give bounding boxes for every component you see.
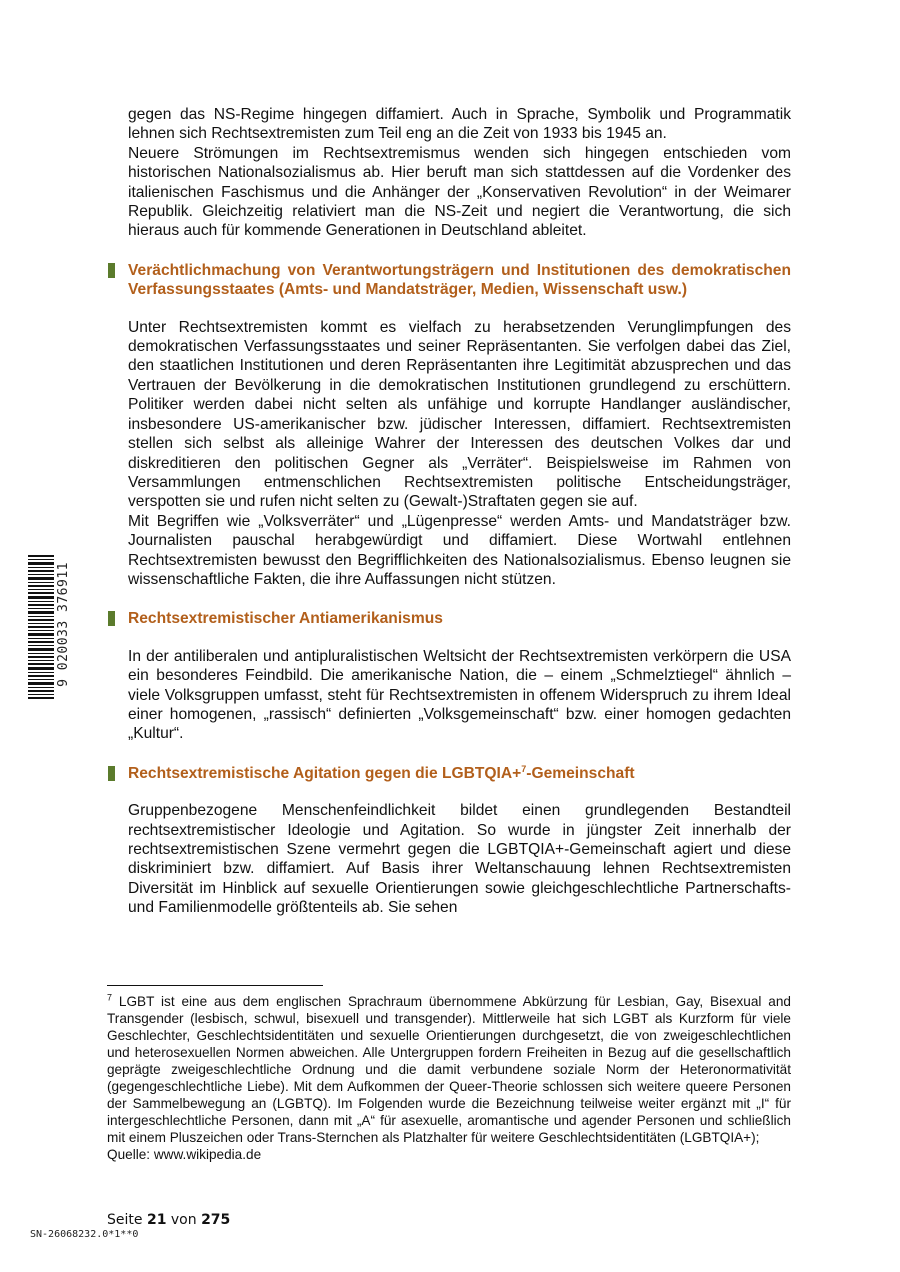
section-heading-text: Verächtlichmachung von Verantwortungsträgern und Institutionen des demokratischen Verfassungsstaates (Amts- und Mandatsträger, Medien, Wissenschaft usw.) [128,261,791,299]
paragraph: Neuere Strömungen im Rechtsextremismus wenden sich hingegen entschieden vom historischen Nationalsozialismus ab. Hier beruft man sich stattdessen auf die Vordenker des italienischen Faschismus und die Anhänger der „Konservativen Revolution“ in der Weimarer Republik. Gleichzeitig relativiert man die NS-Zeit und negiert die Verantwortung, die sich hieraus auch für kommende Generationen in Deutschland ableitet. [128,144,791,240]
section-heading [128,609,791,628]
paragraph: Mit Begriffen wie „Volksverräter“ und „Lügenpresse“ werden Amts- und Mandatsträger bzw. Journalisten pauschal herabgewürdigt und diffamiert. Diese Wortwahl entlehnen Rechtsextremisten bewusst den Begrifflichkeiten des Nationalsozialismus. Ebenso leugnen sie wissenschaftliche Fakten, die ihre Auffassungen nicht stützen. [128,512,791,588]
page-content [128,105,791,918]
heading-marker-icon [108,766,115,781]
section-heading [128,764,791,783]
section-heading-text: Rechtsextremistischer Antiamerikanismus [128,610,443,628]
paragraph: Unter Rechtsextremisten kommt es vielfach zu herabsetzenden Verunglimpfungen des demokratischen Verfassungsstaates und seiner Repräsentanten. Sie verfolgen dabei das Ziel, den staatlichen Institutionen und deren Repräsentanten ihre Legitimität abzusprechen und das Vertrauen der Bevölkerung in die demokratischen Institutionen grundlegend zu erschüttern. Politiker werden dabei nicht selten als unfähige und korrupte Handlanger ausländischer, insbesondere US-amerikanischer bzw. jüdischer Interessen, diffamiert. Rechtsextremisten stellen sich selbst als alleinige Wahrer der Interessen des deutschen Volkes dar und diskreditieren den politischen Gegner als „Verräter“. Beispielsweise im Rahmen von Versammlungen entmenschlichen Rechtsextremisten politische Entscheidungsträger, verspotten sie und rufen nicht selten zu (Gewalt-)Straftaten gegen sie auf. [128,318,791,511]
footnote-ref: 7 [521,763,527,774]
paragraph: Gruppenbezogene Menschenfeindlichkeit bildet einen grundlegenden Bestandteil rechtsextremistischer Ideologie und Agitation. So wurde in jüngster Zeit innerhalb der rechtsextremistischen Szene vermehrt gegen die LGBTQIA+-Gemeinschaft agiert und diese diskriminiert bzw. diffamiert. Auf Basis ihrer Weltanschauung lehnen Rechtsextremisten Diversität im Hinblick auf sexuelle Orientierungen sowie gleichgeschlechtliche Partnerschafts- und Familienmodelle größtenteils ab. Sie sehen [128,802,791,917]
footnote [107,993,791,1163]
footnote-divider [107,985,323,986]
total-pages: 275 [201,1212,231,1228]
section-heading-text: Rechtsextremistische Agitation gegen die LGBTQIA+ [128,764,522,782]
page-label: Seite [107,1212,147,1228]
current-page: 21 [146,1212,167,1228]
section-heading [128,261,791,300]
page-separator: von [166,1212,202,1228]
paragraph: gegen das NS-Regime hingegen diffamiert. Auch in Sprache, Symbolik und Programmatik lehnen sich Rechtsextremisten zum Teil eng an die Zeit von 1933 bis 1945 an. [128,106,791,143]
footnote-number: 7 [107,992,113,1003]
barcode-number: 9 020033 376911 [56,562,71,687]
footnote-text: LGBT ist eine aus dem englischen Sprachraum übernommene Abkürzung für Lesbian, Gay, Bisexual and Transgender (lesbisch, schwul, bisexuell und transgender). Mittlerweile hat sich LGBT als Kurzform für viele Geschlechter, Geschlechtsidentitäten und sexuelle Orientierungen durchgesetzt, die von zweigeschlechtlichen und heterosexuellen Normen abweichen. Alle Untergruppen fordern Freiheiten in Bezug auf die gesellschaftlich geprägte zweigeschlechtliche Ordnung und die damit verbundene soziale Norm der Heteronormativität (gegengeschlechtliche Liebe). Mit dem Aufkommen der Queer-Theorie schlossen sich weitere queere Personen der Sammelbewegung an (LGBTQ). Im Folgenden wurde die Bezeichnung teilweise weiter ergänzt mit „I“ für intergeschlechtliche Personen, dann mit „A“ für asexuelle, aromantische und agender Personen und schließlich mit einem Pluszeichen oder Trans-Sternchen als Platzhalter für weitere Geschlechtsidentitäten (LGBTQIA+); [107,994,791,1145]
section-heading-text: -Gemeinschaft [526,764,635,782]
heading-marker-icon [108,263,115,278]
page-number [107,1212,230,1228]
paragraph: In der antiliberalen und antipluralistischen Weltsicht der Rechtsextremisten verkörpern die USA ein besonderes Feindbild. Die amerikanische Nation, die – einem „Schmelztiegel“ ähnlich – viele Volksgruppen umfasst, steht für Rechtsextremisten in offenem Widerspruch zu ihrem Ideal einer homogenen, „rassisch“ definierten „Volksgemeinschaft“ bzw. einer homogen gedachten „Kultur“. [128,647,791,743]
footnote-source: Quelle: www.wikipedia.de [107,1147,262,1162]
document-code: SN-26068232.0*1**0 [30,1229,139,1240]
heading-marker-icon [108,611,115,626]
